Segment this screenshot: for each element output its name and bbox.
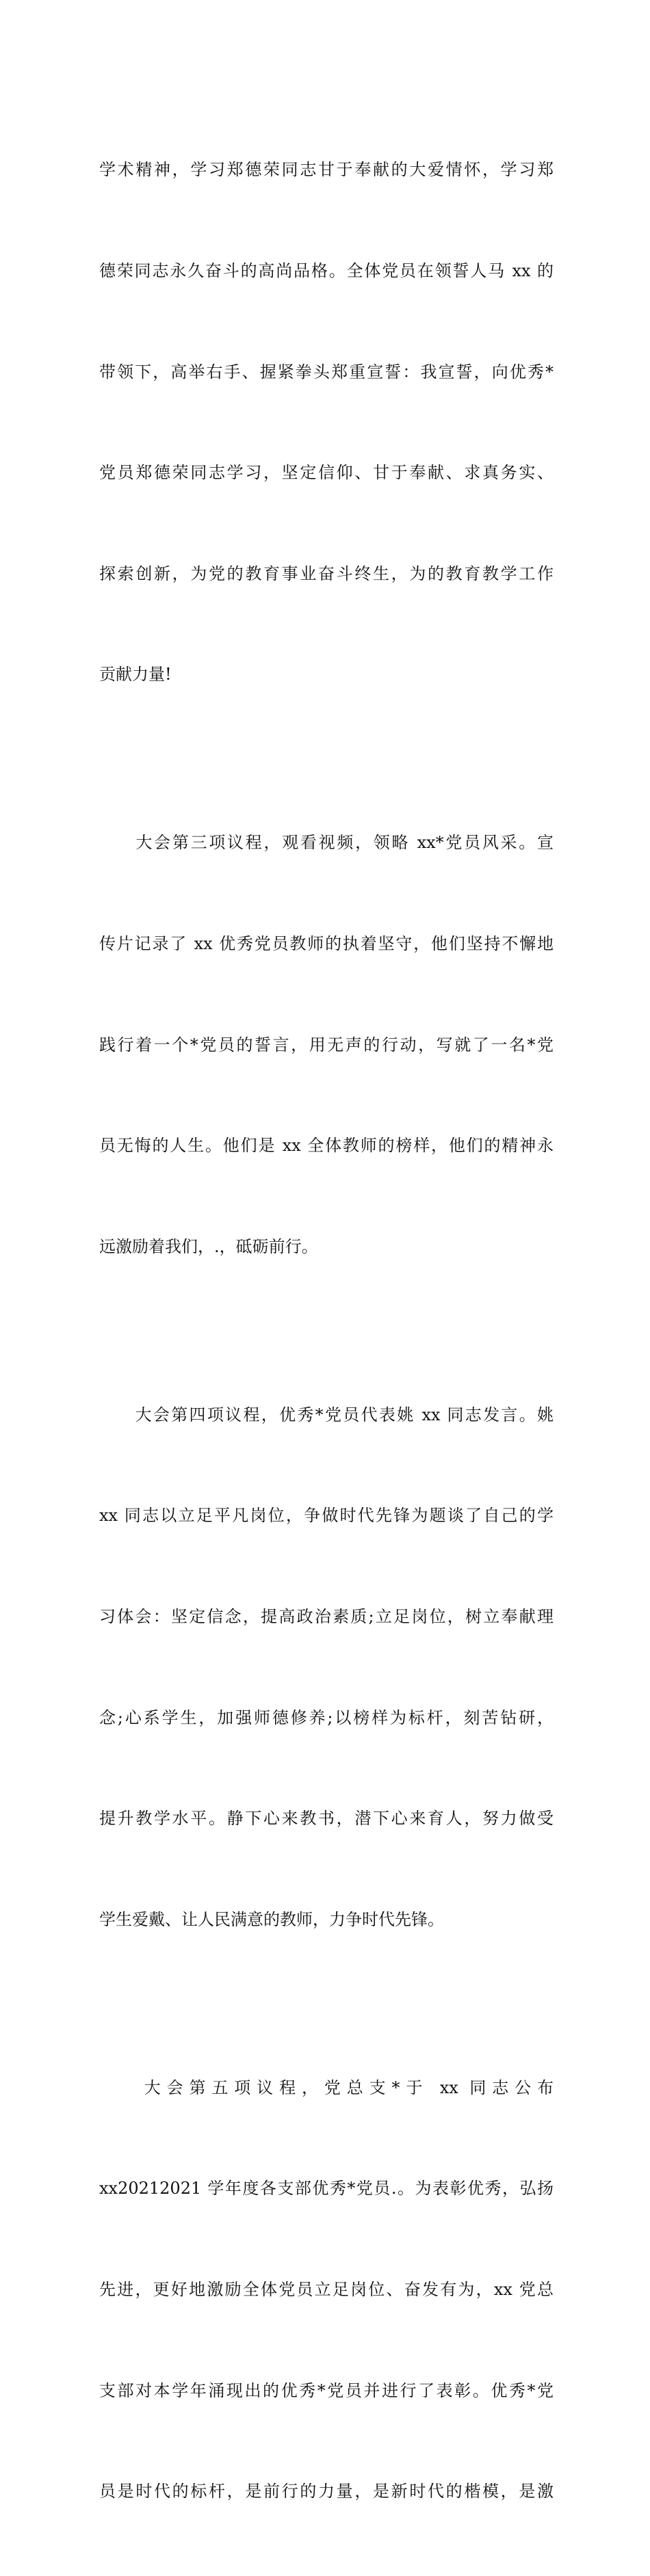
paragraph-1 [99, 86, 554, 759]
text-line: 学术精神，学习郑德荣同志甘于奉献的大爱情怀，学习郑 [99, 160, 554, 180]
document-body [99, 86, 554, 2576]
text-line: 传片记录了 xx 优秀党员教师的执着坚守，他们坚持不懈地 [99, 933, 554, 953]
text-line: 大会第三项议程，观看视频，领略 xx*党员风采。宣 [99, 833, 554, 853]
text-line: 远激励着我们，.，砥砺前行。 [99, 1236, 318, 1256]
text-line: 念;心系学生，加强师德修养;以榜样为标杆，刻苦钻研， [99, 1708, 554, 1727]
text-line: 贡献力量! [99, 665, 172, 685]
text-line: 大会第五项议程，党总支*于 xx 同志公布 [99, 2077, 554, 2097]
text-line: 带领下，高举右手、握紧拳头郑重宣誓：我宣誓，向优秀* [99, 362, 554, 382]
text-line: 践行着一个*党员的誓言，用无声的行动，写就了一名*党 [99, 1035, 554, 1054]
text-line: xx20212021 学年度各支部优秀*党员.。为表彰优秀，弘扬 [99, 2179, 554, 2199]
text-line: 习体会：坚定信念，提高政治素质;立足岗位，树立奉献理 [99, 1606, 554, 1626]
text-line: xx 同志以立足平凡岗位，争做时代先锋为题谈了自己的学 [99, 1506, 554, 1526]
text-line: 员是时代的标杆，是前行的力量，是新时代的楷模，是激 [99, 2482, 554, 2501]
text-line: 探索创新，为党的教育事业奋斗终生，为的教育教学工作 [99, 563, 554, 583]
text-line: 先进，更好地激励全体党员立足岗位、奋发有为，xx 党总 [99, 2279, 554, 2299]
text-line: 学生爱戴、让人民满意的教师，力争时代先锋。 [99, 1909, 444, 1929]
text-line: 党员郑德荣同志学习，坚定信仰、甘于奉献、求真务实、 [99, 463, 554, 483]
paragraph-2 [99, 759, 554, 1331]
text-line: 德荣同志永久奋斗的高尚品格。全体党员在领誓人马 xx 的 [99, 261, 554, 280]
paragraph-3 [99, 1331, 554, 2004]
text-line: 提升教学水平。静下心来教书，潜下心来育人，努力做受 [99, 1809, 554, 1829]
paragraph-4 [99, 2004, 554, 2575]
text-line: 支部对本学年涌现出的优秀*党员并进行了表彰。优秀*党 [99, 2380, 554, 2400]
text-line: 大会第四项议程，优秀*党员代表姚 xx 同志发言。姚 [99, 1405, 554, 1424]
text-line: 员无悔的人生。他们是 xx 全体教师的榜样，他们的精神永 [99, 1136, 554, 1156]
